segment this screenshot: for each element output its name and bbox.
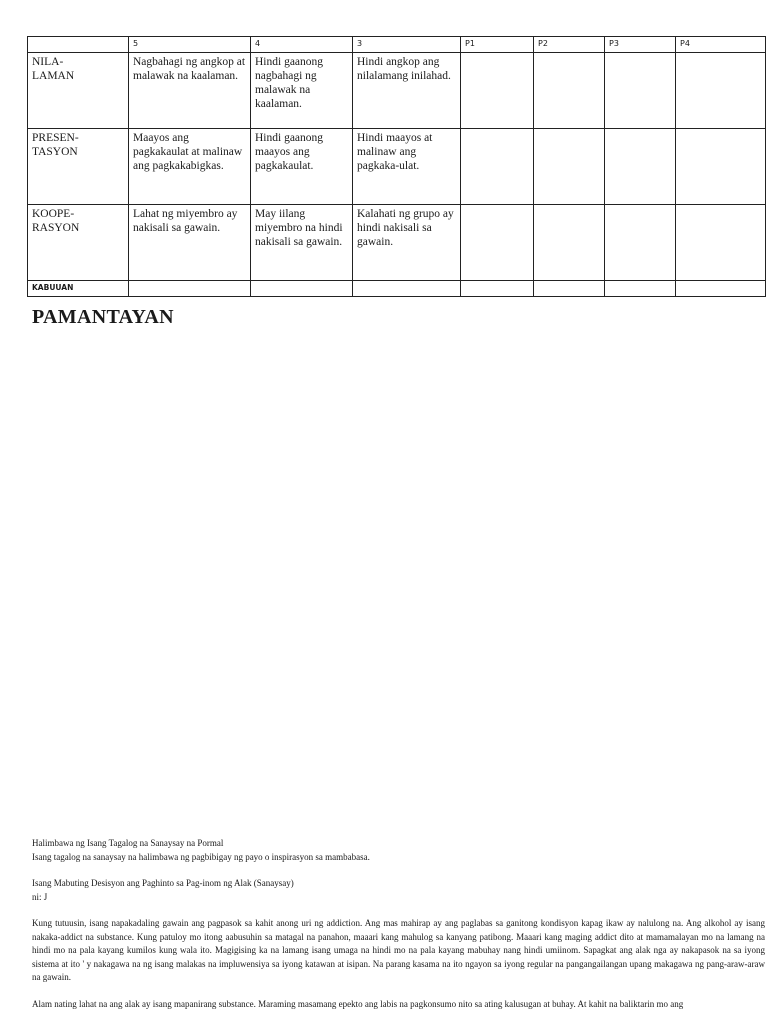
total-cell xyxy=(605,281,676,297)
total-cell xyxy=(129,281,251,297)
descriptor-cell: Nagbahagi ng angkop at malawak na kaalaman. xyxy=(129,53,251,129)
essay-author: ni: J xyxy=(32,891,48,902)
header-cell-score-5: 5 xyxy=(129,37,251,53)
criterion-label: KOOPE- RASYON xyxy=(28,205,129,281)
rubric-row-kooperasyon xyxy=(28,205,766,281)
header-cell xyxy=(28,37,129,53)
total-cell xyxy=(534,281,605,297)
essay-section xyxy=(32,837,765,1011)
score-cell xyxy=(461,205,534,281)
rubric-header-row xyxy=(28,37,766,53)
descriptor-cell: Hindi maayos at malinaw ang pagkaka-ulat. xyxy=(353,129,461,205)
essay-paragraph: Kung tutuusin, isang napakadaling gawain ang pagpasok sa kahit anong uri ng addiction. Ang mas mahirap ay ang paglabas sa ganitong kondisyon kapag ikaw ay nalulong na. Ang alkohol ay isang nakaka-addict na substance. Kung patuloy mo itong aabusuhin sa matagal na panahon, maaari kang mahulog sa kanyang patibong. Maaari kang maging addict dito at mamamalayan mo na lamang na hindi mo na pala kayang kumilos kung wala ito. Magigising ka na lamang isang umaga na hindi mo na pala kayang mabuhay nang hindi umiinom. Sapagkat ang alak nga ay nakapasok na sa iyong sistema at ito ' y nakagawa na ng isang malakas na impluwensiya sa iyong katawan at isipan. Na parang kasama na ito ngayon sa iyong regular na pangangailangan upang makagawa ng pang-araw-araw na gawain. xyxy=(32,918,765,982)
header-cell-p2: P2 xyxy=(534,37,605,53)
score-cell xyxy=(461,129,534,205)
descriptor-cell: Hindi gaanong maayos ang pagkakaulat. xyxy=(251,129,353,205)
criterion-label: NILA- LAMAN xyxy=(28,53,129,129)
score-cell xyxy=(605,53,676,129)
header-cell-score-4: 4 xyxy=(251,37,353,53)
total-cell xyxy=(461,281,534,297)
descriptor-cell: Kalahati ng grupo ay hindi nakisali sa gawain. xyxy=(353,205,461,281)
descriptor-cell: May iilang miyembro na hindi nakisali sa gawain. xyxy=(251,205,353,281)
spacer xyxy=(32,864,765,877)
score-cell xyxy=(676,53,766,129)
rubric-total-row xyxy=(28,281,766,297)
descriptor-cell: Hindi gaanong nagbahagi ng malawak na kaalaman. xyxy=(251,53,353,129)
essay-intro-description: Isang tagalog na sanaysay na halimbawa ng pagbibigay ng payo o inspirasyon sa mambabasa. xyxy=(32,851,370,862)
score-cell xyxy=(461,53,534,129)
descriptor-cell: Lahat ng miyembro ay nakisali sa gawain. xyxy=(129,205,251,281)
rubric-row-presentasyon xyxy=(28,129,766,205)
score-cell xyxy=(534,205,605,281)
descriptor-cell: Hindi angkop ang nilalamang inilahad. xyxy=(353,53,461,129)
rubric-table xyxy=(27,36,766,297)
section-heading: PAMANTAYAN xyxy=(32,306,174,328)
score-cell xyxy=(605,129,676,205)
criterion-label: PRESEN- TASYON xyxy=(28,129,129,205)
essay-title: Isang Mabuting Desisyon ang Paghinto sa Pag-inom ng Alak (Sanaysay) xyxy=(32,878,294,888)
descriptor-cell: Maayos ang pagkakaulat at malinaw ang pagkakabigkas. xyxy=(129,129,251,205)
header-cell-p3: P3 xyxy=(605,37,676,53)
header-cell-p4: P4 xyxy=(676,37,766,53)
spacer xyxy=(32,904,765,917)
score-cell xyxy=(605,205,676,281)
total-cell xyxy=(353,281,461,297)
score-cell xyxy=(534,53,605,129)
score-cell xyxy=(676,129,766,205)
rubric-row-nilalaman xyxy=(28,53,766,129)
score-cell xyxy=(676,205,766,281)
essay-intro-line: Halimbawa ng Isang Tagalog na Sanaysay na Pormal xyxy=(32,838,224,848)
header-cell-p1: P1 xyxy=(461,37,534,53)
total-cell xyxy=(676,281,766,297)
spacer xyxy=(32,985,765,998)
total-label: KABUUAN xyxy=(28,281,129,297)
header-cell-score-3: 3 xyxy=(353,37,461,53)
essay-paragraph: Alam nating lahat na ang alak ay isang mapanirang substance. Maraming masamang epekto ang labis na pagkonsumo nito sa ating kalusugan at buhay. At kahit na baliktarin mo ang xyxy=(32,998,684,1009)
total-cell xyxy=(251,281,353,297)
score-cell xyxy=(534,129,605,205)
